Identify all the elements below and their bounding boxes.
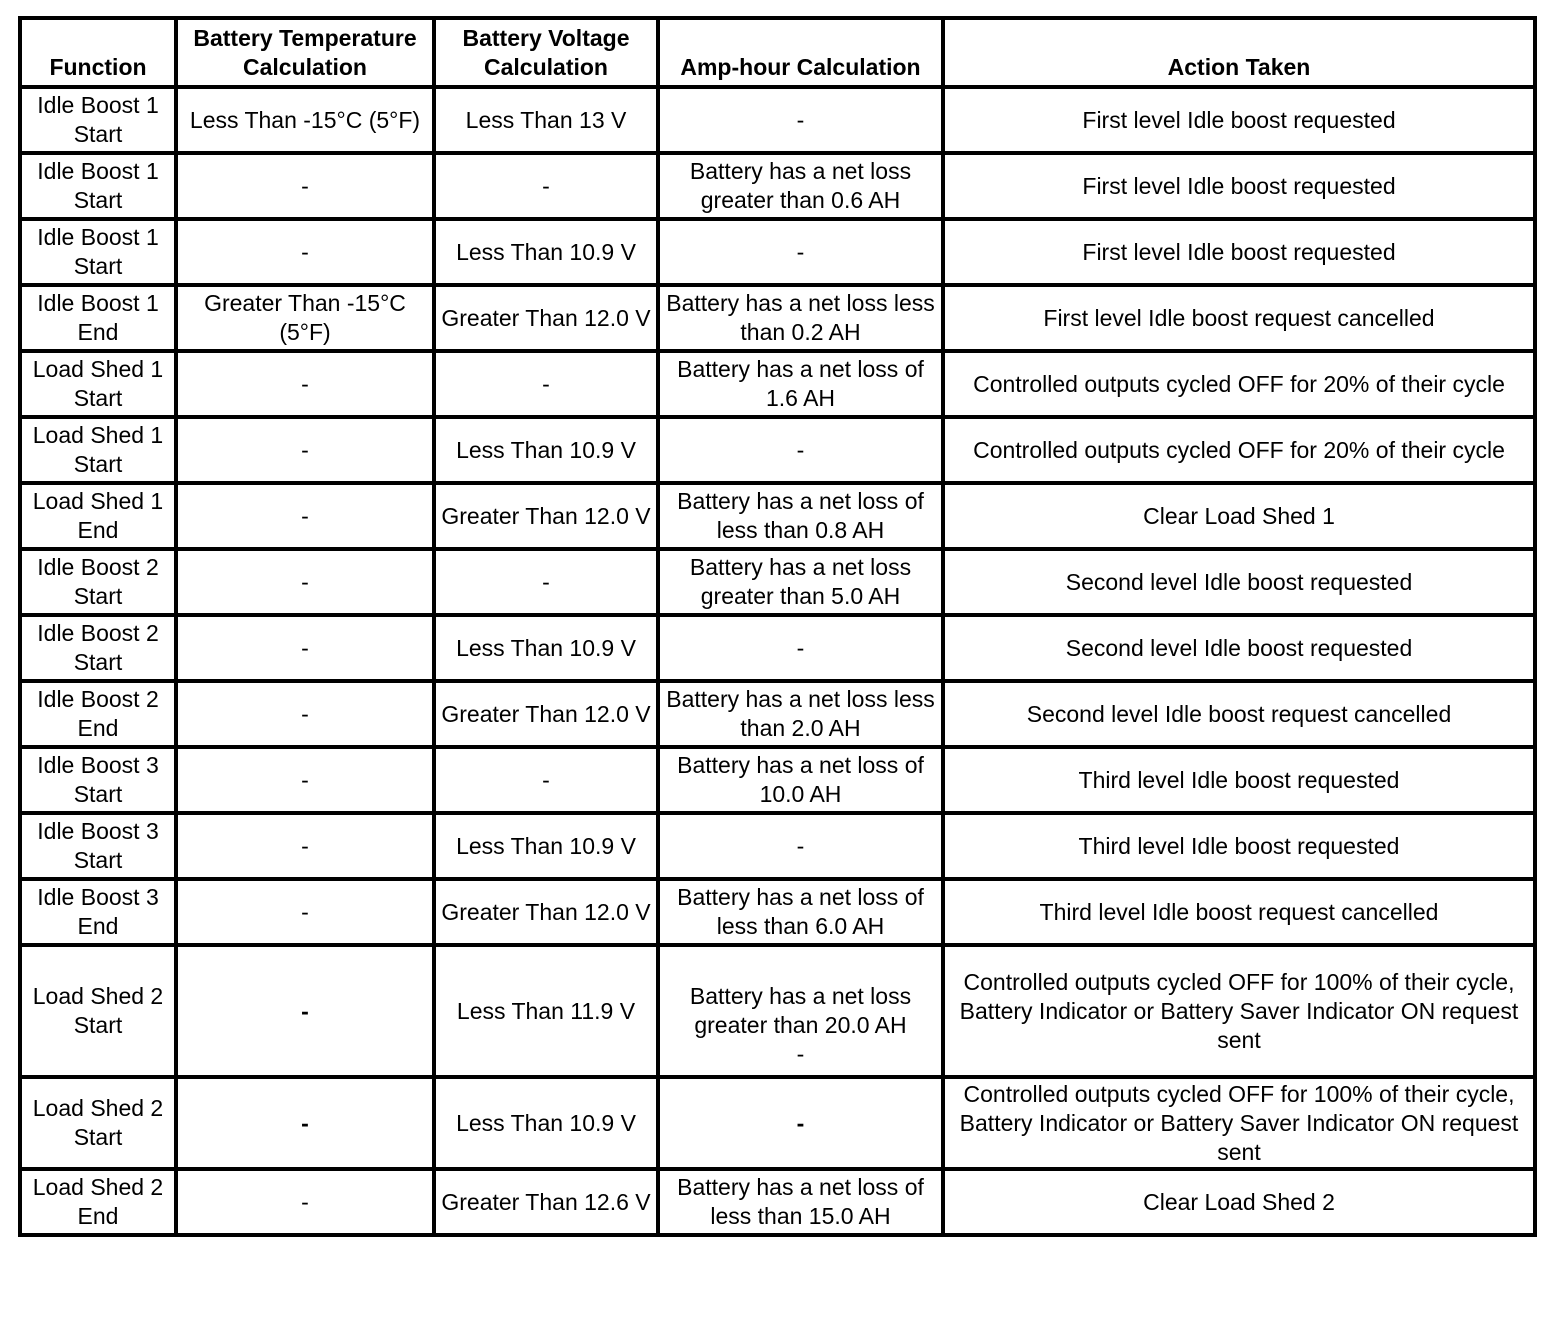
- cell-function: Idle Boost 2 End: [20, 681, 176, 747]
- cell-voltage: -: [434, 351, 658, 417]
- cell-action: Controlled outputs cycled OFF for 20% of their cycle: [943, 417, 1535, 483]
- cell-voltage: Greater Than 12.0 V: [434, 879, 658, 945]
- table-row: [20, 219, 1535, 285]
- table-row: [20, 153, 1535, 219]
- amp-hour-extra-dash: -: [796, 1041, 805, 1067]
- cell-voltage: Less Than 10.9 V: [434, 417, 658, 483]
- cell-function: Idle Boost 3 Start: [20, 813, 176, 879]
- cell-function: Idle Boost 3 Start: [20, 747, 176, 813]
- amp-hour-text: Battery has a net loss greater than 20.0 AH: [689, 983, 912, 1038]
- cell-voltage: Less Than 10.9 V: [434, 813, 658, 879]
- cell-function: Load Shed 2 Start: [20, 1077, 176, 1169]
- cell-temperature: -: [176, 549, 434, 615]
- cell-voltage: Greater Than 12.0 V: [434, 681, 658, 747]
- cell-action: Second level Idle boost request cancelled: [943, 681, 1535, 747]
- cell-temperature: -: [176, 615, 434, 681]
- cell-voltage: Greater Than 12.0 V: [434, 285, 658, 351]
- cell-voltage: Less Than 10.9 V: [434, 219, 658, 285]
- header-function: Function: [20, 18, 176, 87]
- header-row: [20, 18, 1535, 87]
- table-row: [20, 285, 1535, 351]
- table-row: [20, 417, 1535, 483]
- cell-voltage: -: [434, 549, 658, 615]
- cell-amp-hour: Battery has a net loss of 10.0 AH: [658, 747, 943, 813]
- cell-function: Idle Boost 3 End: [20, 879, 176, 945]
- cell-function: Idle Boost 1 Start: [20, 153, 176, 219]
- cell-action: Third level Idle boost request cancelled: [943, 879, 1535, 945]
- table-row: [20, 879, 1535, 945]
- cell-amp-hour: -: [658, 813, 943, 879]
- cell-function: Idle Boost 1 Start: [20, 87, 176, 153]
- cell-temperature: -: [176, 1077, 434, 1169]
- cell-temperature: -: [176, 483, 434, 549]
- cell-action: Second level Idle boost requested: [943, 549, 1535, 615]
- cell-function: Idle Boost 2 Start: [20, 549, 176, 615]
- cell-function: Load Shed 2 End: [20, 1169, 176, 1235]
- cell-amp-hour: Battery has a net loss greater than 5.0 AH: [658, 549, 943, 615]
- cell-function: Load Shed 1 Start: [20, 351, 176, 417]
- table-row: [20, 681, 1535, 747]
- cell-amp-hour: Battery has a net loss of less than 0.8 AH: [658, 483, 943, 549]
- cell-action: Second level Idle boost requested: [943, 615, 1535, 681]
- cell-temperature: -: [176, 153, 434, 219]
- table-row: [20, 747, 1535, 813]
- cell-voltage: -: [434, 747, 658, 813]
- cell-voltage: Less Than 11.9 V: [434, 945, 658, 1077]
- table-row: [20, 1169, 1535, 1235]
- cell-temperature: -: [176, 681, 434, 747]
- cell-amp-hour: [658, 945, 943, 1077]
- cell-temperature: -: [176, 879, 434, 945]
- cell-action: Third level Idle boost requested: [943, 747, 1535, 813]
- table-row: [20, 1077, 1535, 1169]
- table-row: [20, 549, 1535, 615]
- table-row: [20, 615, 1535, 681]
- cell-function: Idle Boost 1 Start: [20, 219, 176, 285]
- cell-amp-hour: -: [658, 87, 943, 153]
- cell-voltage: Greater Than 12.6 V: [434, 1169, 658, 1235]
- cell-function: Idle Boost 1 End: [20, 285, 176, 351]
- cell-temperature: Less Than -15°C (5°F): [176, 87, 434, 153]
- cell-amp-hour: -: [658, 219, 943, 285]
- cell-temperature: -: [176, 417, 434, 483]
- cell-function: Load Shed 2 Start: [20, 945, 176, 1077]
- cell-function: Load Shed 1 End: [20, 483, 176, 549]
- cell-voltage: Less Than 10.9 V: [434, 615, 658, 681]
- cell-amp-hour: -: [658, 417, 943, 483]
- cell-temperature: -: [176, 351, 434, 417]
- cell-temperature: -: [176, 945, 434, 1077]
- cell-action: First level Idle boost request cancelled: [943, 285, 1535, 351]
- cell-amp-hour: Battery has a net loss of less than 6.0 AH: [658, 879, 943, 945]
- cell-voltage: -: [434, 153, 658, 219]
- cell-amp-hour: -: [658, 1077, 943, 1169]
- cell-action: Third level Idle boost requested: [943, 813, 1535, 879]
- header-battery-voltage: Battery Voltage Calculation: [434, 18, 658, 87]
- battery-management-table: [18, 16, 1537, 1237]
- cell-temperature: -: [176, 1169, 434, 1235]
- cell-action: Controlled outputs cycled OFF for 20% of their cycle: [943, 351, 1535, 417]
- cell-voltage: Less Than 10.9 V: [434, 1077, 658, 1169]
- cell-action: First level Idle boost requested: [943, 153, 1535, 219]
- cell-action: First level Idle boost requested: [943, 219, 1535, 285]
- cell-amp-hour: Battery has a net loss of 1.6 AH: [658, 351, 943, 417]
- cell-function: Idle Boost 2 Start: [20, 615, 176, 681]
- cell-action: First level Idle boost requested: [943, 87, 1535, 153]
- cell-action: Controlled outputs cycled OFF for 100% of their cycle, Battery Indicator or Battery Saver Indicator ON request sent: [943, 1077, 1535, 1169]
- header-battery-temperature: Battery Temperature Calculation: [176, 18, 434, 87]
- cell-temperature: Greater Than -15°C (5°F): [176, 285, 434, 351]
- cell-amp-hour: -: [658, 615, 943, 681]
- cell-amp-hour: Battery has a net loss less than 0.2 AH: [658, 285, 943, 351]
- table-row: [20, 483, 1535, 549]
- cell-action: Clear Load Shed 1: [943, 483, 1535, 549]
- cell-voltage: Greater Than 12.0 V: [434, 483, 658, 549]
- cell-voltage: Less Than 13 V: [434, 87, 658, 153]
- header-amp-hour: Amp-hour Calculation: [658, 18, 943, 87]
- table-row: [20, 945, 1535, 1077]
- cell-function: Load Shed 1 Start: [20, 417, 176, 483]
- table-row: [20, 87, 1535, 153]
- cell-amp-hour: Battery has a net loss less than 2.0 AH: [658, 681, 943, 747]
- cell-temperature: -: [176, 813, 434, 879]
- table-row: [20, 813, 1535, 879]
- cell-amp-hour: Battery has a net loss of less than 15.0 AH: [658, 1169, 943, 1235]
- header-action-taken: Action Taken: [943, 18, 1535, 87]
- cell-action: Controlled outputs cycled OFF for 100% of their cycle, Battery Indicator or Battery Saver Indicator ON request sent: [943, 945, 1535, 1077]
- cell-temperature: -: [176, 219, 434, 285]
- cell-temperature: -: [176, 747, 434, 813]
- cell-amp-hour: Battery has a net loss greater than 0.6 AH: [658, 153, 943, 219]
- cell-action: Clear Load Shed 2: [943, 1169, 1535, 1235]
- table-row: [20, 351, 1535, 417]
